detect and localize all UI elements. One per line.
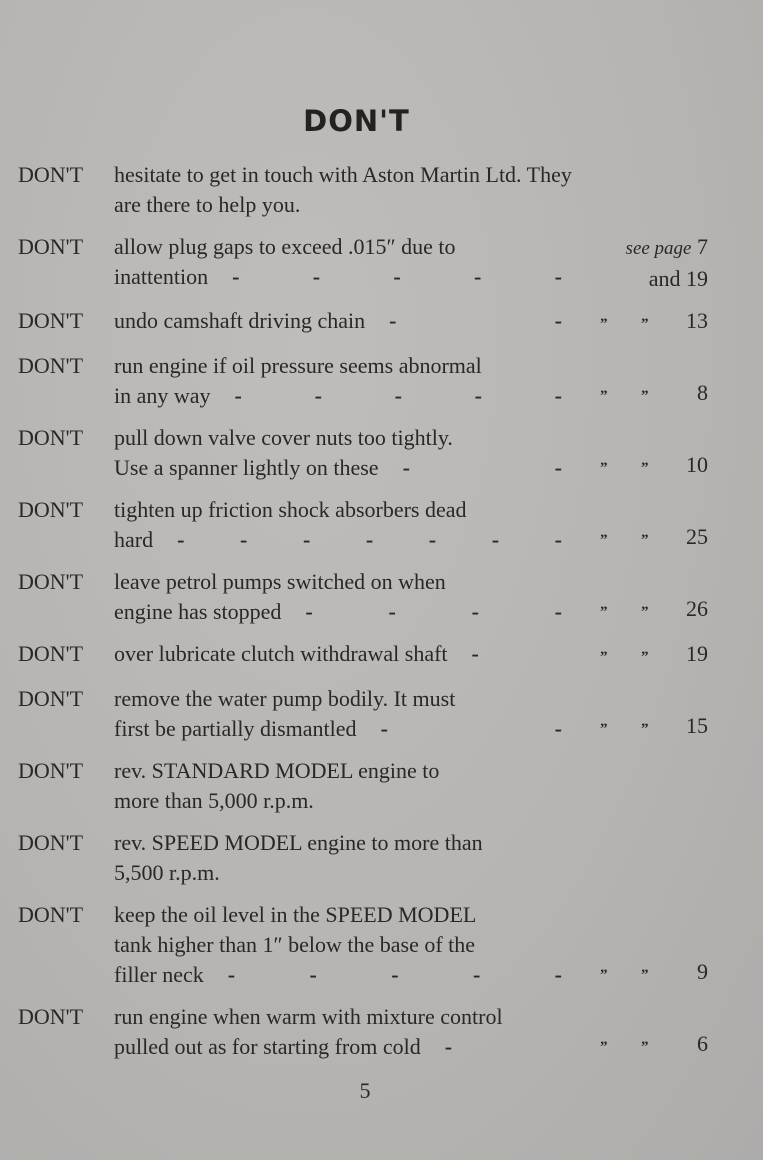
ditto-mark: ” bbox=[600, 532, 608, 548]
ditto-mark: ” bbox=[641, 1039, 649, 1055]
entry-line: run engine if oil pressure seems abnormal bbox=[114, 353, 482, 378]
ditto-reference bbox=[566, 711, 708, 744]
entry-label: DON'T bbox=[18, 162, 84, 187]
leader-dash: - bbox=[305, 599, 313, 624]
leader-dash: - bbox=[365, 527, 374, 552]
see-page-number: 7 bbox=[697, 234, 708, 259]
ditto-mark: ” bbox=[600, 604, 608, 620]
page-reference bbox=[566, 756, 708, 816]
entry-text bbox=[114, 351, 566, 411]
entry-list bbox=[18, 160, 708, 1074]
entry-label: DON'T bbox=[18, 497, 84, 522]
entry-label: DON'T bbox=[18, 425, 84, 450]
reference-page-number: 9 bbox=[697, 959, 708, 984]
ditto-mark: ” bbox=[600, 721, 608, 737]
entry-label: DON'T bbox=[18, 902, 84, 927]
dont-entry bbox=[18, 639, 708, 672]
entry-label: DON'T bbox=[18, 569, 84, 594]
entry-text bbox=[114, 684, 566, 744]
entry-text bbox=[114, 567, 566, 627]
dont-entry bbox=[18, 756, 708, 816]
dont-entry bbox=[18, 1002, 708, 1062]
leader-dashes bbox=[235, 381, 566, 411]
reference-page-number: 26 bbox=[686, 596, 708, 621]
entry-line: keep the oil level in the SPEED MODEL bbox=[114, 902, 477, 927]
reference-page-number: 19 bbox=[686, 641, 708, 666]
leader-dash: - bbox=[428, 527, 437, 552]
page-reference bbox=[566, 351, 708, 411]
entry-line bbox=[114, 597, 566, 627]
dont-entry bbox=[18, 567, 708, 627]
entry-text bbox=[114, 1002, 566, 1062]
entry-line: rev. SPEED MODEL engine to more than bbox=[114, 830, 483, 855]
leader-dash: - bbox=[227, 962, 236, 987]
entry-line: rev. STANDARD MODEL engine to bbox=[114, 758, 440, 783]
reference-page-number: 15 bbox=[686, 713, 708, 738]
entry-text bbox=[114, 423, 566, 483]
ditto-mark: ” bbox=[600, 316, 608, 332]
ditto-reference bbox=[566, 594, 708, 627]
ditto-mark: ” bbox=[641, 649, 649, 665]
entry-line: pull down valve cover nuts too tightly. bbox=[114, 425, 453, 450]
page-reference bbox=[566, 423, 708, 483]
leader-dash: - bbox=[234, 383, 242, 408]
leader-dash: - bbox=[302, 527, 311, 552]
page-reference bbox=[566, 900, 708, 990]
dont-entry bbox=[18, 351, 708, 411]
leader-dash: - bbox=[554, 962, 562, 987]
entry-line bbox=[114, 381, 566, 411]
entry-line-text: engine has stopped bbox=[114, 599, 282, 624]
page-reference bbox=[566, 828, 708, 888]
see-page-label: see page bbox=[625, 238, 692, 259]
leader-dashes bbox=[305, 597, 566, 627]
leader-dash: - bbox=[380, 716, 388, 741]
ditto-mark: ” bbox=[641, 967, 649, 983]
leader-dash: - bbox=[394, 383, 402, 408]
leader-dash: - bbox=[554, 527, 562, 552]
see-page-and: and 19 bbox=[648, 266, 708, 291]
leader-dash: - bbox=[389, 308, 397, 333]
page-reference bbox=[566, 639, 708, 672]
entry-line-text: hard bbox=[114, 527, 154, 552]
entry-label: DON'T bbox=[18, 641, 84, 666]
entry-line: more than 5,000 r.p.m. bbox=[114, 788, 314, 813]
leader-dash: - bbox=[554, 264, 562, 289]
ditto-mark: ” bbox=[600, 967, 608, 983]
entry-line bbox=[114, 714, 566, 744]
entry-text bbox=[114, 232, 566, 294]
dont-entry bbox=[18, 495, 708, 555]
entry-line-text: over lubricate clutch withdrawal shaft bbox=[114, 641, 448, 666]
entry-line-text: first be partially dismantled bbox=[114, 716, 357, 741]
leader-dash: - bbox=[554, 716, 562, 741]
leader-dashes bbox=[472, 639, 566, 669]
leader-dash: - bbox=[177, 527, 185, 552]
entry-line: leave petrol pumps switched on when bbox=[114, 569, 446, 594]
ditto-mark: ” bbox=[641, 316, 649, 332]
entry-line-text: inattention bbox=[114, 264, 209, 289]
reference-page-number: 10 bbox=[686, 452, 708, 477]
entry-label: DON'T bbox=[18, 830, 84, 855]
leader-dash: - bbox=[472, 962, 481, 987]
entry-line bbox=[114, 262, 566, 292]
ditto-mark: ” bbox=[600, 1039, 608, 1055]
entry-line bbox=[114, 306, 566, 336]
entry-line: remove the water pump bodily. It must bbox=[114, 686, 456, 711]
entry-text bbox=[114, 306, 566, 339]
see-page-line bbox=[626, 232, 708, 264]
leader-dash: - bbox=[232, 264, 240, 289]
entry-text bbox=[114, 495, 566, 555]
dont-entry bbox=[18, 684, 708, 744]
page-number: 5 bbox=[359, 1078, 371, 1103]
ditto-mark: ” bbox=[600, 649, 608, 665]
leader-dash: - bbox=[240, 527, 248, 552]
reference-page-number: 6 bbox=[697, 1031, 708, 1056]
ditto-mark: ” bbox=[641, 460, 649, 476]
leader-dash: - bbox=[393, 264, 401, 289]
leader-dash: - bbox=[312, 264, 321, 289]
ditto-reference bbox=[566, 306, 708, 339]
page-reference bbox=[566, 1002, 708, 1062]
reference-page-number: 8 bbox=[697, 380, 708, 405]
leader-dashes bbox=[232, 262, 566, 292]
leader-dashes bbox=[177, 525, 566, 555]
entry-line-text: undo camshaft driving chain bbox=[114, 308, 366, 333]
entry-line: are there to help you. bbox=[114, 192, 301, 217]
page-reference bbox=[566, 567, 708, 627]
leader-dash: - bbox=[391, 962, 399, 987]
ditto-mark: ” bbox=[641, 604, 649, 620]
reference-page-number: 25 bbox=[686, 524, 708, 549]
entry-line: hesitate to get in touch with Aston Martin Ltd. They bbox=[114, 162, 572, 187]
leader-dash: - bbox=[309, 962, 317, 987]
see-page-reference bbox=[566, 232, 708, 294]
entry-line-text: Use a spanner lightly on these bbox=[114, 455, 379, 480]
entry-line-text: filler neck bbox=[114, 962, 204, 987]
leader-dash: - bbox=[474, 383, 482, 408]
entry-line: tank higher than 1″ below the base of the bbox=[114, 932, 476, 957]
leader-dashes bbox=[445, 1032, 566, 1062]
entry-line bbox=[114, 960, 566, 990]
entry-label: DON'T bbox=[18, 1004, 84, 1029]
leader-dash: - bbox=[471, 641, 479, 666]
entry-line: run engine when warm with mixture control bbox=[114, 1004, 503, 1029]
ditto-mark: ” bbox=[641, 388, 649, 404]
ditto-mark: ” bbox=[600, 460, 608, 476]
leader-dash: - bbox=[388, 599, 396, 624]
entry-line: allow plug gaps to exceed .015″ due to bbox=[114, 234, 456, 259]
leader-dash: - bbox=[491, 527, 500, 552]
leader-dash: - bbox=[554, 383, 562, 408]
leader-dash: - bbox=[402, 455, 410, 480]
leader-dash: - bbox=[474, 264, 482, 289]
entry-line bbox=[114, 1032, 566, 1062]
leader-dash: - bbox=[444, 1034, 453, 1059]
ditto-reference bbox=[566, 957, 708, 990]
leader-dashes bbox=[381, 714, 566, 744]
page-heading: DON'T bbox=[303, 104, 410, 138]
dont-entry bbox=[18, 423, 708, 483]
entry-label: DON'T bbox=[18, 353, 84, 378]
leader-dash: - bbox=[554, 599, 562, 624]
leader-dashes bbox=[389, 306, 566, 336]
entry-line bbox=[114, 639, 566, 669]
ditto-reference bbox=[566, 378, 708, 411]
leader-dash: - bbox=[471, 599, 479, 624]
entry-text bbox=[114, 828, 566, 888]
entry-line: tighten up friction shock absorbers dead bbox=[114, 497, 467, 522]
dont-entry bbox=[18, 306, 708, 339]
dont-entry bbox=[18, 232, 708, 294]
ditto-reference bbox=[566, 1029, 708, 1062]
reference-page-number: 13 bbox=[686, 308, 708, 333]
ditto-reference bbox=[566, 450, 708, 483]
ditto-mark: ” bbox=[600, 388, 608, 404]
ditto-reference bbox=[566, 522, 708, 555]
entry-label: DON'T bbox=[18, 686, 84, 711]
entry-line-text: pulled out as for starting from cold bbox=[114, 1034, 421, 1059]
leader-dashes bbox=[403, 453, 566, 483]
entry-text bbox=[114, 639, 566, 672]
leader-dash: - bbox=[554, 455, 562, 480]
page-reference bbox=[566, 160, 708, 220]
entry-line: 5,500 r.p.m. bbox=[114, 860, 220, 885]
entry-label: DON'T bbox=[18, 758, 84, 783]
dont-entry bbox=[18, 900, 708, 990]
entry-line bbox=[114, 453, 566, 483]
page-reference bbox=[566, 495, 708, 555]
ditto-mark: ” bbox=[641, 532, 649, 548]
entry-label: DON'T bbox=[18, 234, 84, 259]
leader-dash: - bbox=[554, 308, 562, 333]
leader-dash: - bbox=[314, 383, 322, 408]
entry-text bbox=[114, 756, 566, 816]
page-reference bbox=[566, 684, 708, 744]
ditto-reference bbox=[566, 639, 708, 672]
dont-entry bbox=[18, 828, 708, 888]
entry-line bbox=[114, 525, 566, 555]
dont-entry bbox=[18, 160, 708, 220]
entry-label: DON'T bbox=[18, 308, 84, 333]
entry-text bbox=[114, 160, 572, 220]
page-reference bbox=[566, 306, 708, 339]
ditto-mark: ” bbox=[641, 721, 649, 737]
entry-text bbox=[114, 900, 566, 990]
page-reference bbox=[566, 232, 708, 294]
leader-dashes bbox=[228, 960, 566, 990]
entry-line-text: in any way bbox=[114, 383, 211, 408]
